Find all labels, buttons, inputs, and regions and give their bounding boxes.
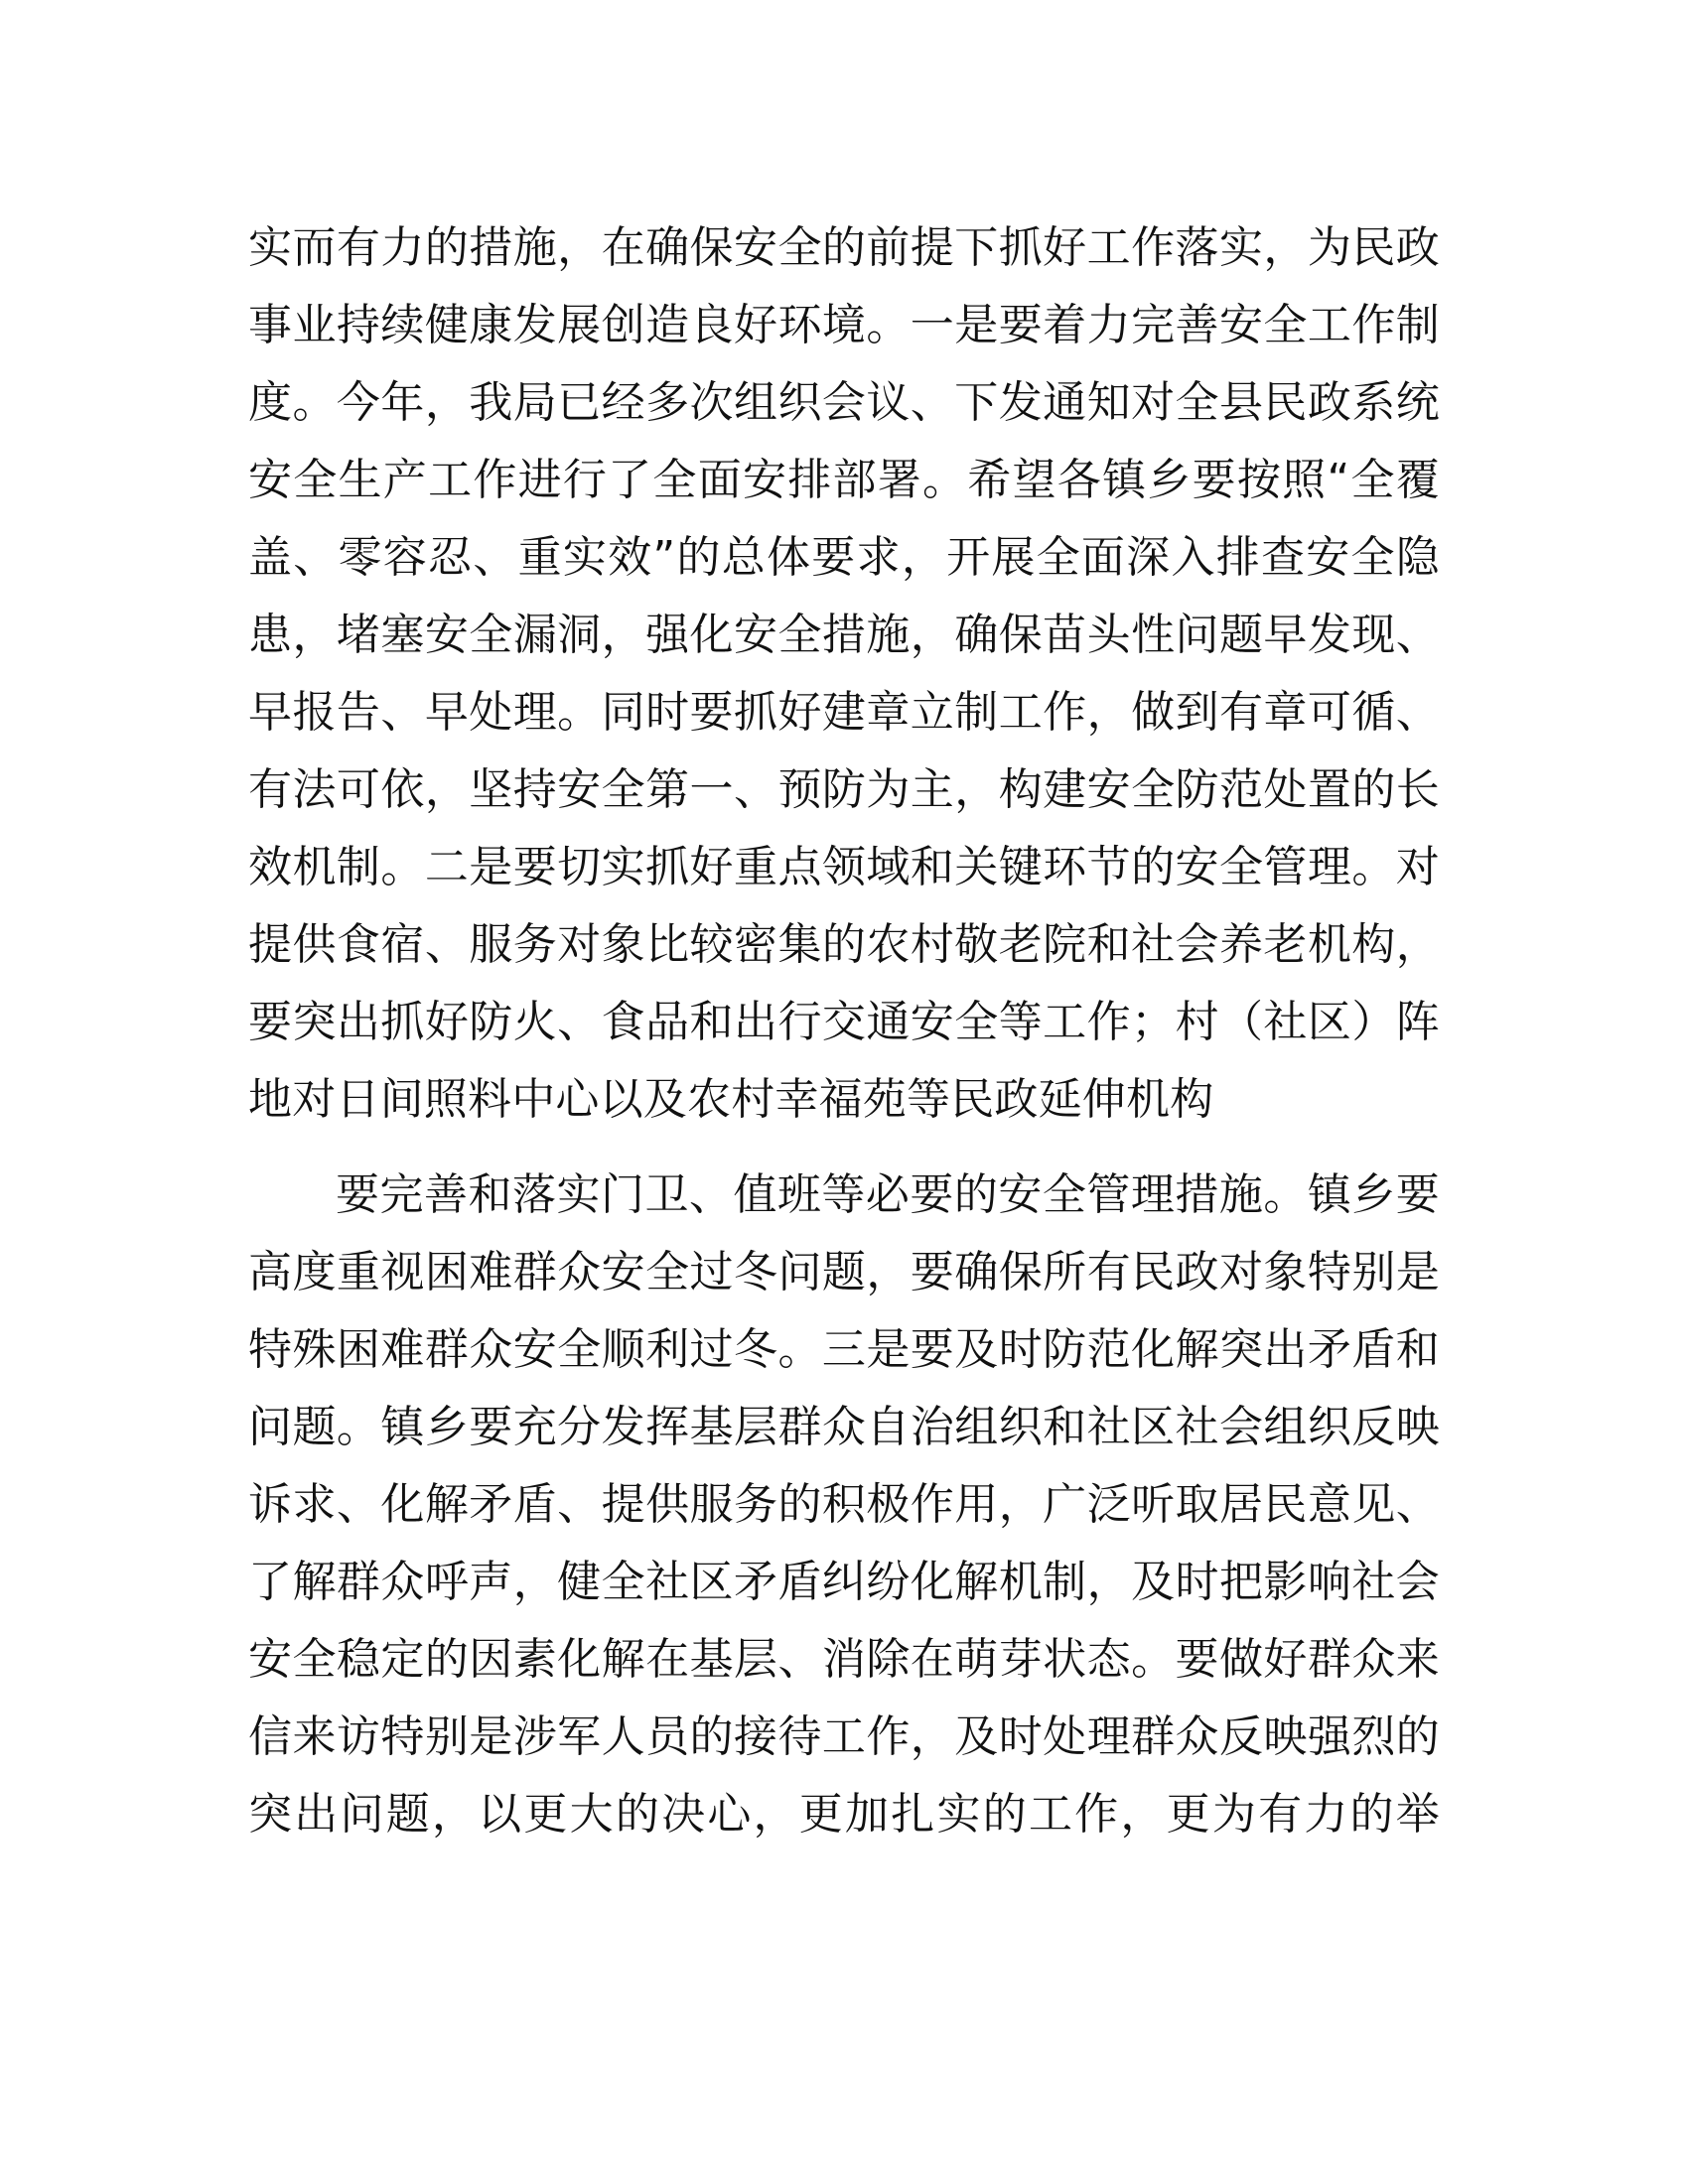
text-line: 信来访特别是涉军人员的接待工作，及时处理群众反映强烈的 <box>248 1711 1440 1762</box>
text-line: 安全生产工作进行了全面安排部署。希望各镇乡要按照“全覆 <box>248 455 1440 505</box>
text-line: 了解群众呼声，健全社区矛盾纠纷化解机制，及时把影响社会 <box>248 1557 1440 1607</box>
text-line: 安全稳定的因素化解在基层、消除在萌芽状态。要做好群众来 <box>248 1634 1440 1685</box>
text-line: 事业持续健康发展创造良好环境。一是要着力完善安全工作制 <box>248 300 1440 350</box>
text-line: 高度重视困难群众安全过冬问题，要确保所有民政对象特别是 <box>248 1247 1440 1297</box>
text-line: 盖、零容忍、重实效”的总体要求，开展全面深入排查安全隐 <box>248 532 1440 583</box>
paragraph-2 <box>248 1157 1440 1853</box>
text-line: 效机制。二是要切实抓好重点领域和关键环节的安全管理。对 <box>248 842 1440 892</box>
text-line: 实而有力的措施，在确保安全的前提下抓好工作落实，为民政 <box>248 222 1440 273</box>
text-line: 要完善和落实门卫、值班等必要的安全管理措施。镇乡要 <box>336 1169 1440 1220</box>
paragraph-1 <box>248 209 1440 1139</box>
text-line: 提供食宿、服务对象比较密集的农村敬老院和社会养老机构， <box>248 919 1440 970</box>
text-line: 早报告、早处理。同时要抓好建章立制工作，做到有章可循、 <box>248 687 1440 738</box>
text-line: 地对日间照料中心以及农村幸福苑等民政延伸机构 <box>248 1074 1214 1125</box>
text-line: 要突出抓好防火、食品和出行交通安全等工作；村（社区）阵 <box>248 997 1440 1047</box>
text-line: 诉求、化解矛盾、提供服务的积极作用，广泛听取居民意见、 <box>248 1479 1440 1530</box>
text-line: 问题。镇乡要充分发挥基层群众自治组织和社区社会组织反映 <box>248 1402 1440 1452</box>
text-line: 有法可依，坚持安全第一、预防为主，构建安全防范处置的长 <box>248 764 1440 815</box>
text-line: 突出问题，以更大的决心，更加扎实的工作，更为有力的举 <box>248 1789 1440 1840</box>
text-line: 特殊困难群众安全顺利过冬。三是要及时防范化解突出矛盾和 <box>248 1324 1440 1375</box>
text-line: 患，堵塞安全漏洞，强化安全措施，确保苗头性问题早发现、 <box>248 610 1440 660</box>
text-line: 度。今年，我局已经多次组织会议、下发通知对全县民政系统 <box>248 377 1440 428</box>
